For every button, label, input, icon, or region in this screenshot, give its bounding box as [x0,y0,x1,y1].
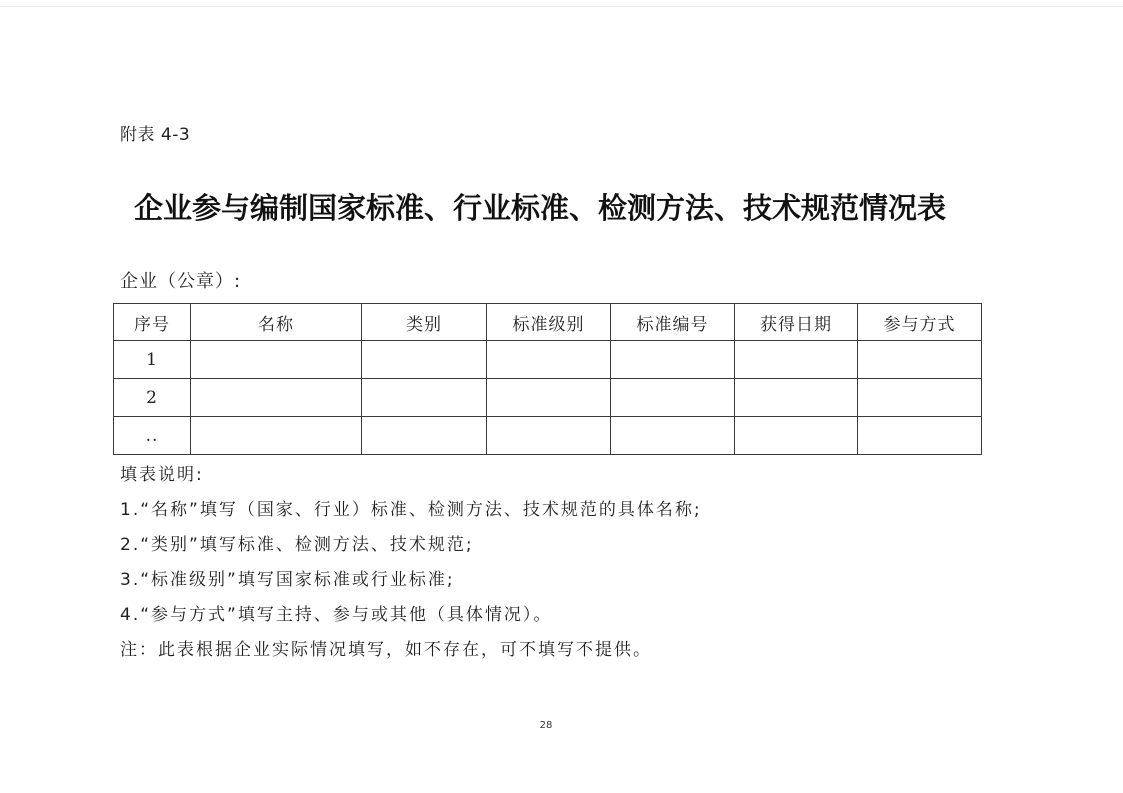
scan-edge-line [0,6,1123,7]
cell-standard-number[interactable] [611,341,735,379]
header-seq: 序号 [114,304,191,341]
table-row [114,417,982,455]
row-seq: .. [114,417,191,455]
header-standard-number: 标准编号 [611,304,735,341]
cell-standard-number[interactable] [611,417,735,455]
footnote: 注：此表根据企业实际情况填写，如不存在，可不填写不提供。 [120,640,652,660]
instruction-item: 3.“标准级别”填写国家标准或行业标准; [120,570,455,590]
appendix-label: 附表 4-3 [120,125,191,145]
header-standard-level: 标准级别 [487,304,611,341]
cell-standard-level[interactable] [487,379,611,417]
cell-category[interactable] [362,341,487,379]
cell-participation-mode[interactable] [858,341,982,379]
instruction-item: 4.“参与方式”填写主持、参与或其他（具体情况）。 [120,605,553,625]
cell-participation-mode[interactable] [858,379,982,417]
cell-date-obtained[interactable] [735,379,858,417]
cell-category[interactable] [362,379,487,417]
cell-name[interactable] [191,379,362,417]
instruction-item: 1.“名称”填写（国家、行业）标准、检测方法、技术规范的具体名称; [120,500,702,520]
page-number: 28 [539,720,553,731]
document-title: 企业参与编制国家标准、行业标准、检测方法、技术规范情况表 [133,191,946,225]
company-seal-label: 企业（公章）: [120,271,242,292]
header-name: 名称 [191,304,362,341]
header-category: 类别 [362,304,487,341]
instruction-item: 2.“类别”填写标准、检测方法、技术规范; [120,535,474,555]
cell-standard-number[interactable] [611,379,735,417]
cell-standard-level[interactable] [487,417,611,455]
table-header-row [114,304,982,341]
row-seq: 2 [114,379,191,417]
cell-category[interactable] [362,417,487,455]
table-row [114,379,982,417]
cell-standard-level[interactable] [487,341,611,379]
table-row [114,341,982,379]
cell-name[interactable] [191,341,362,379]
cell-participation-mode[interactable] [858,417,982,455]
instructions-heading: 填表说明: [120,465,204,485]
filling-instructions [120,458,1020,668]
cell-date-obtained[interactable] [735,341,858,379]
cell-date-obtained[interactable] [735,417,858,455]
header-date-obtained: 获得日期 [735,304,858,341]
standards-participation-table [113,303,982,455]
row-seq: 1 [114,341,191,379]
header-participation-mode: 参与方式 [858,304,982,341]
cell-name[interactable] [191,417,362,455]
